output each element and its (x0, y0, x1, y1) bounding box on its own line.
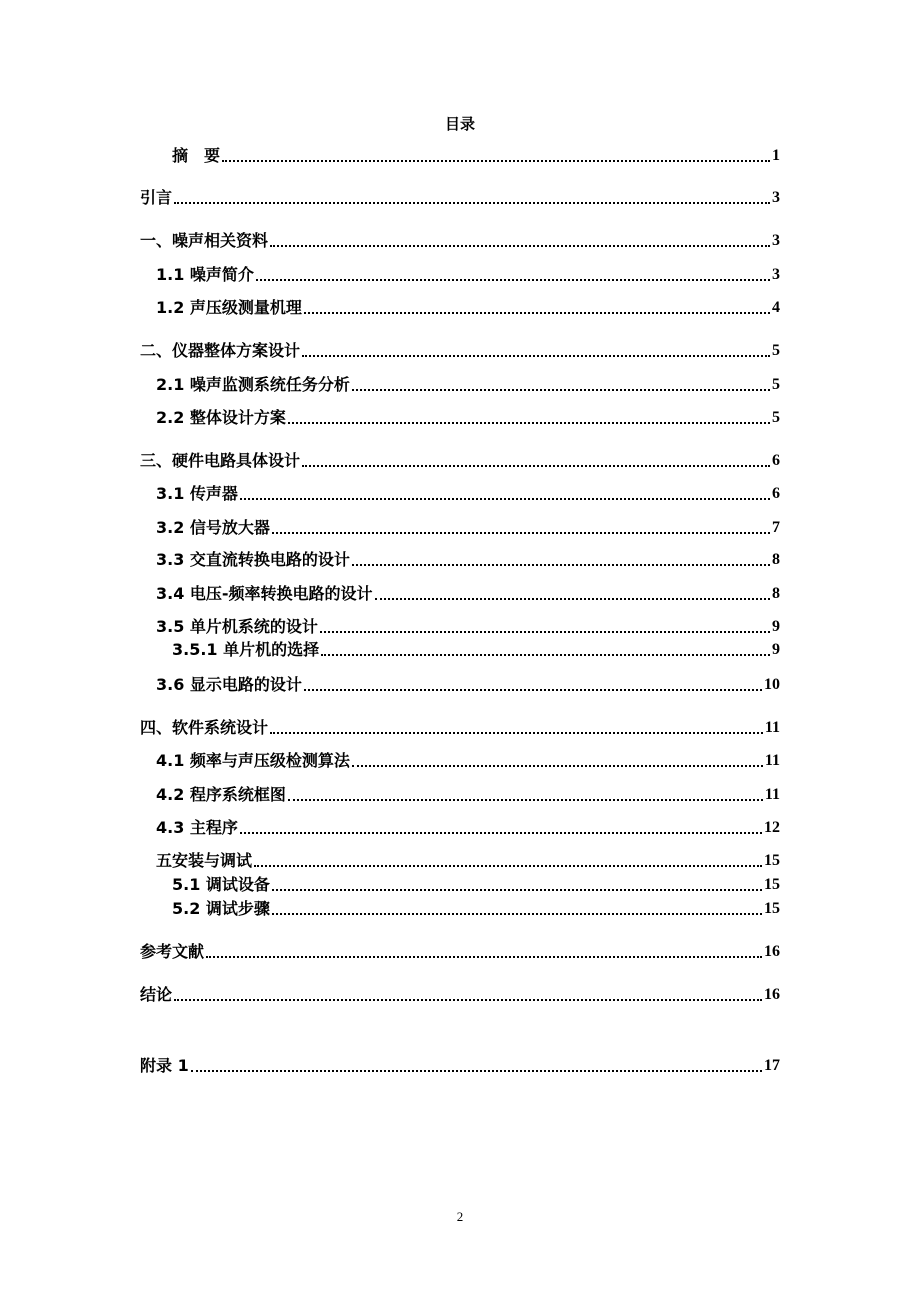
leader-dots (270, 732, 763, 734)
leader-dots (288, 422, 770, 424)
leader-dots (174, 999, 762, 1001)
toc-entry-label: 五安装与调试 (156, 851, 253, 870)
toc-entry-3-4[interactable] (156, 585, 780, 603)
toc-entry-page: 15 (764, 900, 780, 917)
toc-entry-3-5-1[interactable] (172, 641, 780, 659)
toc-entry-label: 1.2 声压级测量机理 (156, 298, 302, 317)
leader-dots (320, 631, 770, 633)
toc-entry-label: 1.1 噪声简介 (156, 265, 254, 284)
toc-entry-1-1[interactable] (156, 266, 780, 284)
toc-entry-3-2[interactable] (156, 519, 780, 537)
toc-entry-2-1[interactable] (156, 376, 780, 394)
toc-entry-label: 3.2 信号放大器 (156, 518, 270, 537)
toc-entry-2-2[interactable] (156, 409, 780, 427)
toc-entry-label: 2.1 噪声监测系统任务分析 (156, 375, 350, 394)
toc-entry-label: 二、仪器整体方案设计 (140, 341, 301, 360)
toc-entry-4-3[interactable] (156, 819, 780, 837)
toc-entry-label: 一、噪声相关资料 (140, 231, 269, 250)
toc-entry-introduction[interactable] (140, 189, 780, 207)
toc-entry-page: 8 (772, 585, 780, 602)
toc-entry-page: 7 (772, 519, 780, 536)
leader-dots (272, 532, 770, 534)
toc-entry-conclusion[interactable] (140, 986, 780, 1004)
page-number: 2 (456, 1209, 464, 1224)
toc-entry-label: 3.1 传声器 (156, 484, 238, 503)
toc-entry-page: 3 (772, 266, 780, 283)
leader-dots (254, 865, 762, 867)
toc-title: 目录 (444, 115, 475, 133)
leader-dots (222, 160, 770, 162)
toc-entry-label: 4.1 频率与声压级检测算法 (156, 751, 350, 770)
toc-entry-page: 9 (772, 618, 780, 635)
toc-entry-label: 5.1 调试设备 (172, 875, 270, 894)
toc-entry-page: 12 (764, 819, 780, 836)
toc-entry-chapter-3[interactable] (140, 452, 780, 470)
toc-entry-page: 5 (772, 409, 780, 426)
leader-dots (272, 889, 762, 891)
toc-entry-page: 11 (764, 786, 780, 803)
toc-entry-label: 四、软件系统设计 (140, 718, 269, 737)
toc-entry-label: 4.2 程序系统框图 (156, 785, 286, 804)
toc-entry-label: 3.6 显示电路的设计 (156, 675, 302, 694)
toc-entry-label: 引言 (140, 188, 173, 207)
toc-entry-page: 5 (772, 376, 780, 393)
leader-dots (191, 1070, 762, 1072)
leader-dots (352, 765, 763, 767)
toc-entry-references[interactable] (140, 943, 780, 961)
toc-entry-label: 三、硬件电路具体设计 (140, 451, 301, 470)
leader-dots (174, 202, 770, 204)
leader-dots (304, 689, 762, 691)
leader-dots (288, 799, 763, 801)
toc-entry-3-6[interactable] (156, 676, 780, 694)
toc-entry-page: 6 (772, 485, 780, 502)
leader-dots (256, 279, 770, 281)
toc-entry-label: 3.3 交直流转换电路的设计 (156, 550, 350, 569)
leader-dots (302, 465, 770, 467)
toc-entry-5-1[interactable] (172, 876, 780, 894)
toc-entry-label: 3.5.1 单片机的选择 (172, 640, 320, 659)
toc-entry-page: 5 (772, 342, 780, 359)
toc-entry-appendix-1[interactable] (140, 1057, 780, 1075)
toc-entry-abstract[interactable] (172, 147, 780, 165)
toc-entry-label: 3.4 电压-频率转换电路的设计 (156, 584, 373, 603)
toc-entry-5-2[interactable] (172, 900, 780, 918)
toc-entry-page: 15 (764, 852, 780, 869)
toc-entry-3-1[interactable] (156, 485, 780, 503)
toc-entry-page: 10 (764, 676, 780, 693)
toc-entry-page: 3 (772, 232, 780, 249)
toc-entry-page: 4 (772, 299, 780, 316)
leader-dots (240, 832, 762, 834)
leader-dots (270, 245, 770, 247)
leader-dots (321, 654, 770, 656)
toc-entry-label: 3.5 单片机系统的设计 (156, 617, 318, 636)
toc-entry-page: 11 (764, 752, 780, 769)
toc-entry-label: 2.2 整体设计方案 (156, 408, 286, 427)
toc-entry-label: 参考文献 (140, 942, 205, 961)
toc-entry-label: 摘 要 (172, 146, 221, 165)
toc-entry-page: 16 (764, 986, 780, 1003)
leader-dots (352, 564, 770, 566)
toc-entry-page: 11 (764, 719, 780, 736)
toc-entry-label: 附录 1 (140, 1056, 189, 1075)
toc-entry-page: 3 (772, 189, 780, 206)
toc-entry-chapter-4[interactable] (140, 719, 780, 737)
toc-entry-1-2[interactable] (156, 299, 780, 317)
toc-entry-page: 16 (764, 943, 780, 960)
toc-entry-label: 5.2 调试步骤 (172, 899, 270, 918)
toc-entry-chapter-1[interactable] (140, 232, 780, 250)
toc-entry-page: 6 (772, 452, 780, 469)
toc-entry-page: 9 (772, 641, 780, 658)
leader-dots (272, 913, 762, 915)
toc-entry-page: 8 (772, 551, 780, 568)
leader-dots (352, 389, 770, 391)
toc-entry-label: 结论 (140, 985, 173, 1004)
toc-entry-page: 1 (772, 147, 780, 164)
toc-entry-chapter-5[interactable] (156, 852, 780, 870)
leader-dots (304, 312, 770, 314)
toc-entry-label: 4.3 主程序 (156, 818, 238, 837)
toc-entry-4-1[interactable] (156, 752, 780, 770)
toc-entry-4-2[interactable] (156, 786, 780, 804)
toc-entry-3-5[interactable] (156, 618, 780, 636)
leader-dots (240, 498, 770, 500)
leader-dots (375, 598, 770, 600)
toc-entry-page: 15 (764, 876, 780, 893)
toc-entry-chapter-2[interactable] (140, 342, 780, 360)
toc-entry-page: 17 (764, 1057, 780, 1074)
leader-dots (302, 355, 770, 357)
toc-entry-3-3[interactable] (156, 551, 780, 569)
leader-dots (206, 956, 762, 958)
